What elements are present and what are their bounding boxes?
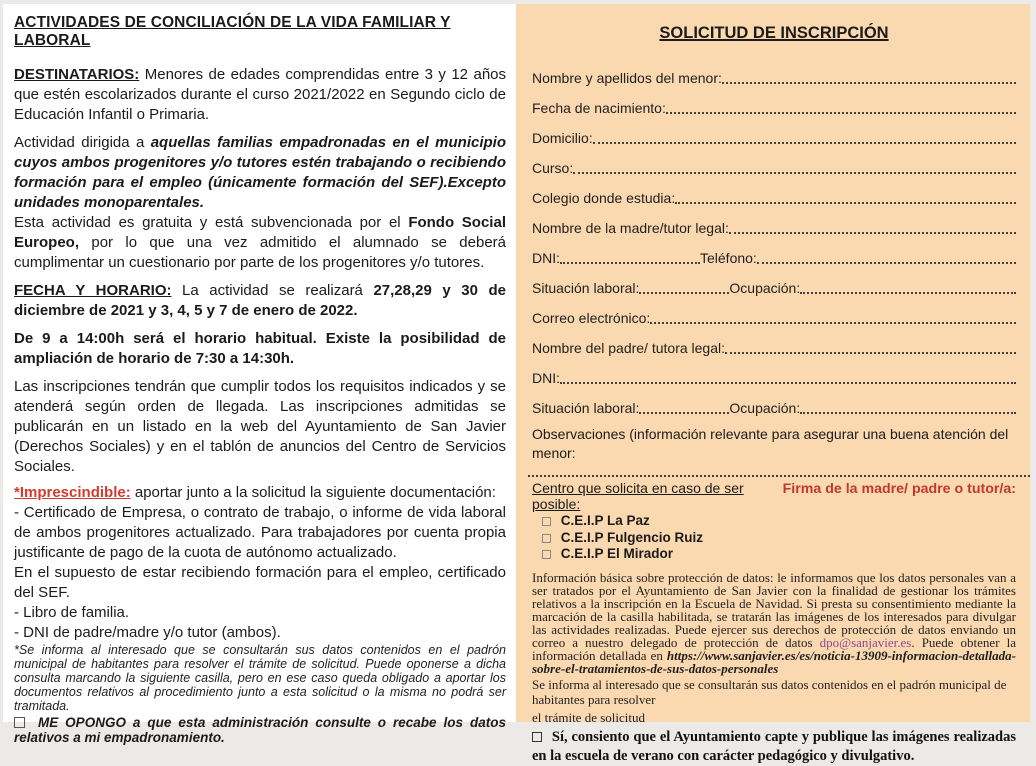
field-blank[interactable] <box>650 322 1016 324</box>
fecha-horario-label: FECHA Y HORARIO: <box>14 282 172 299</box>
centro-solicita-label: Centro que solicita en caso de ser posible: <box>532 480 744 512</box>
data-protection-paragraph <box>532 571 1016 675</box>
info-column <box>14 10 507 745</box>
field-row-curso <box>532 147 1016 177</box>
field-row-domicilio <box>532 117 1016 147</box>
field-blank[interactable] <box>639 412 729 414</box>
field-row-nombre-menor <box>532 57 1016 87</box>
gratuita-post: por lo que una vez admitido el alumnado se deberá cumplimentar un cuestionario por parte de los progenitores y/o tutores. <box>14 234 506 271</box>
field-label: Fecha de nacimiento: <box>532 100 666 116</box>
dpo-email-link[interactable]: dpo@sanjavier.es <box>819 634 912 650</box>
field-blank[interactable] <box>725 352 1016 354</box>
field-label: Ocupación: <box>729 280 801 296</box>
page-title: ACTIVIDADES DE CONCILIACIÓN DE LA VIDA FAMILIAR Y LABORAL <box>14 14 451 49</box>
field-row-fecha-nacimiento <box>532 87 1016 117</box>
field-label: Domicilio: <box>532 130 593 146</box>
actividad-bold: aquellas familias empadronadas en el municipio cuyos ambos progenitores y/o tutores estén trabajando o recibiendo formación para el empleo (únicamente formación del SEF).Excepto unidades monoparentales. <box>14 134 507 211</box>
oppose-text: ME OPONGO a que esta administración consulte o recabe los datos relativos a mi empadronamiento. <box>14 715 506 745</box>
field-blank[interactable] <box>560 382 1016 384</box>
imprescindible-label: *Imprescindible: <box>14 484 131 501</box>
field-blank[interactable] <box>593 142 1016 144</box>
field-blank[interactable] <box>757 262 1016 264</box>
imprescindible-text: aportar junto a la solicitud la siguiente documentación: <box>134 484 496 501</box>
horario-paragraph: De 9 a 14:00h será el horario habitual. Existe la posibilidad de ampliación de horario de 7:30 a 14:30h. <box>14 330 506 367</box>
field-label: Nombre del padre/ tutora legal: <box>532 340 725 356</box>
requisito-libro-familia: - Libro de familia. <box>14 604 130 621</box>
field-label: Ocupación: <box>729 400 801 416</box>
form-title: SOLICITUD DE INSCRIPCIÓN <box>659 24 889 42</box>
inscripciones-paragraph: Las inscripciones tendrán que cumplir todos los requisitos indicados y se atenderá según orden de llegada. Las inscripciones admitidas se publicarán en un listado en la web del Ayuntamiento de San Javier (Derechos Sociales) y en el tablón de anuncios del Centro de Servicios Sociales. <box>14 378 506 475</box>
field-label: Teléfono: <box>700 250 757 266</box>
ceip-label: C.E.I.P La Paz <box>560 513 650 528</box>
requisito-sef: En el supuesto de estar recibiendo formación para el empleo, certificado del SEF. <box>14 564 506 601</box>
ceip-option-fulgencio-ruiz <box>542 530 1016 546</box>
destinatarios-text: Menores de edades comprendidas entre 3 y 12 años que estén escolarizados durante el curso 2021/2022 en Segundo ciclo de Educación Infantil o Primaria. <box>14 66 506 123</box>
field-label: DNI: <box>532 250 560 266</box>
legal-mid: . Puede obtener la información detallada en <box>532 634 1016 663</box>
field-row-dni-telefono <box>532 237 1016 267</box>
field-label: Situación laboral: <box>532 400 640 416</box>
observaciones-label: Observaciones (información relevante para asegurar una buena atención del menor: <box>532 426 1009 461</box>
padron-note: *Se informa al interesado que se consultarán sus datos contenidos en el padrón municipal de habitantes para resolver el trámite de solicitud. Puede oponerse a dicha consulta marcando la siguiente casilla, pero en ese caso queda obligado a aportar los documentos relativos al procedimiento junto a esta solicitud o la misma no podrá ser tramitada. <box>14 643 506 713</box>
field-row-situacion-ocupacion <box>532 267 1016 297</box>
fecha-text: La actividad se realizará <box>182 282 363 299</box>
field-row-dni-padre <box>532 357 1016 387</box>
field-label: Nombre y apellidos del menor: <box>532 70 722 86</box>
field-row-padre-tutora <box>532 327 1016 357</box>
field-row-situacion-ocupacion-2 <box>532 387 1016 417</box>
field-blank[interactable] <box>639 292 729 294</box>
field-label: Situación laboral: <box>532 280 640 296</box>
document-page <box>3 4 1030 764</box>
destinatarios-label: DESTINATARIOS: <box>14 66 140 83</box>
field-label: Correo electrónico: <box>532 310 651 326</box>
info-url-link[interactable]: https://www.sanjavier.es/es/noticia-13909-informacion-detallada-sobre-el-tratamientos-de-sus-datos-personales <box>532 647 1016 676</box>
actividad-paragraph <box>14 133 506 213</box>
observaciones-blank[interactable] <box>528 463 1030 477</box>
fecha-dates: 27,28,29 y 30 de diciembre de 2021 y 3, 4, 5 y 7 de enero de 2022. <box>14 282 506 319</box>
gratuita-paragraph <box>14 213 506 273</box>
ceip-label: C.E.I.P El Mirador <box>560 546 674 561</box>
ceip-fulgencio-ruiz-checkbox-icon[interactable] <box>542 534 551 543</box>
ceip-la-paz-checkbox-icon[interactable] <box>542 517 551 526</box>
field-label: Colegio donde estudia: <box>532 190 676 206</box>
imprescindible-paragraph <box>14 483 506 503</box>
fecha-paragraph <box>14 281 506 321</box>
field-blank[interactable] <box>800 412 1016 414</box>
requisito-dni: - DNI de padre/madre y/o tutor (ambos). <box>14 624 281 641</box>
destinatarios-paragraph <box>14 65 506 125</box>
field-label: Nombre de la madre/tutor legal: <box>532 220 729 236</box>
centro-firma-row <box>532 480 1016 512</box>
gratuita-pre: Esta actividad es gratuita y está subvencionada por el <box>14 214 401 231</box>
legal-pre: Información básica sobre protección de datos: le informamos que los datos personales van a ser tratados por el Ayuntamiento de San Javier con la finalidad de gestionar los trámites relativos a la inscripción en la Escuela de Navidad. Si presta su consentimiento mediante la marcación de la casilla habilitada, se tratarán las imágenes de los interesados para divulgar las actividades realizadas. Puede ejercer sus derechos de protección de datos enviando un correo a nuestro delegado de protección de datos <box>532 569 1016 650</box>
field-row-colegio <box>532 177 1016 207</box>
consent-checkbox-icon[interactable] <box>532 732 542 742</box>
oppose-checkbox-icon[interactable] <box>14 717 25 728</box>
field-row-madre-tutor <box>532 207 1016 237</box>
ceip-option-la-paz <box>542 513 1016 529</box>
field-blank[interactable] <box>560 262 700 264</box>
ceip-el-mirador-checkbox-icon[interactable] <box>542 550 551 559</box>
field-blank[interactable] <box>800 292 1016 294</box>
ceip-option-el-mirador <box>542 546 1016 562</box>
oppose-paragraph <box>14 715 506 745</box>
ceip-label: C.E.I.P Fulgencio Ruiz <box>560 529 704 545</box>
fondo-social-label: Fondo Social Europeo, <box>14 214 506 251</box>
field-label: DNI: <box>532 370 560 386</box>
requisito-certificado: - Certificado de Empresa, o contrato de trabajo, o informe de vida laboral de ambos progenitores actualizado. Para trabajadores por cuenta propia justificante de pago de la cuota de autónomo actualizado. <box>14 504 506 561</box>
consent-text: Sí, consiento que el Ayuntamiento capte y publique las imágenes realizadas en la escuela de verano con carácter pedagógico y divulgativo. <box>532 729 1016 764</box>
field-blank[interactable] <box>573 172 1016 174</box>
field-blank[interactable] <box>729 232 1016 234</box>
padron-consult-note: Se informa al interesado que se consultarán sus datos contenidos en el padrón municipal de habitantes para resolver <box>532 676 1007 707</box>
field-blank[interactable] <box>722 82 1016 84</box>
field-label: Curso: <box>532 160 574 176</box>
firma-label: Firma de la madre/ padre o tutor/a: <box>782 481 1016 497</box>
field-row-correo <box>532 297 1016 327</box>
field-blank[interactable] <box>675 202 1016 204</box>
tramite-note: el trámite de solicitud <box>532 709 645 725</box>
inscription-panel <box>516 4 1030 764</box>
consent-paragraph <box>532 728 1016 766</box>
actividad-intro: Actividad dirigida a <box>14 134 145 151</box>
field-blank[interactable] <box>666 112 1016 114</box>
